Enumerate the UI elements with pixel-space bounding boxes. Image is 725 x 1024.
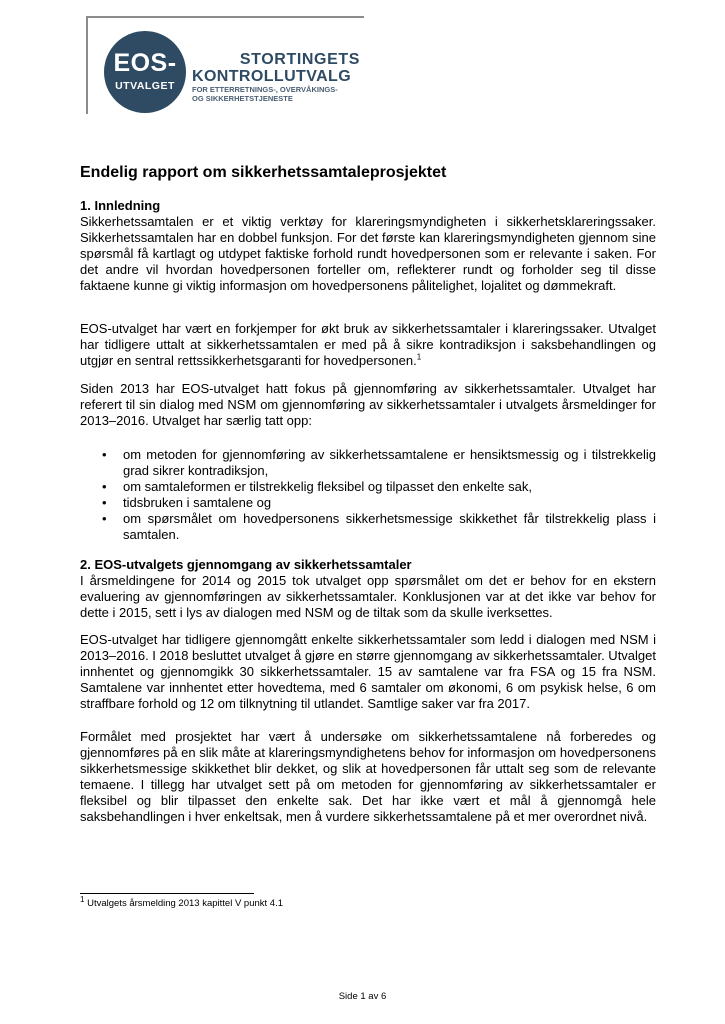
footnote-marker: 1 <box>80 894 85 904</box>
section-2-paragraph-2: EOS-utvalget har tidligere gjennomgått enkelte sikkerhetssamtaler som ledd i dialogen med NSM i 2013–2016. I 2018 besluttet utvalget å gjøre en større gjennomgang av sikkerhetssamtaler. Utvalget innhentet og gjennomgikk 30 sikkerhetssamtaler. 15 av samtalene var fra FSA og 15 fra NSM. Samtalene var innhentet etter hovedtema, med 6 samtaler om økonomi, 6 om psykisk helse, 6 om straffbare forhold og 12 om tilknytning til utlandet. Samtlige saker var fra 2017. <box>80 632 656 711</box>
section-2-heading: 2. EOS-utvalgets gjennomgang av sikkerhetssamtaler <box>80 557 412 572</box>
section-1-paragraph-3-block <box>80 381 656 429</box>
list-item: • om samtaleformen er tilstrekkelig fleksibel og tilpasset den enkelte sak, <box>80 479 656 495</box>
section-1-paragraph-2-block <box>80 321 656 369</box>
logo-line1: STORTINGETS <box>239 51 360 68</box>
section-2 <box>80 557 656 621</box>
page-number: Side 1 av 6 <box>338 991 387 1002</box>
section-1-heading: 1. Innledning <box>80 198 161 213</box>
list-item: • om spørsmålet om hovedpersonens sikkerhetsmessige skikkethet får tilstrekkelig plass i samtalen. <box>80 511 656 543</box>
section-2-paragraph-1: I årsmeldingene for 2014 og 2015 tok utvalget opp spørsmålet om det er behov for en ekstern evaluering av gjennomføringen av sikkerhetssamtaler. Konklusjonen var at det ikke var behov for dette i 2015, sett i lys av dialogen med NSM og de tiltak som da skulle iverksettes. <box>80 573 656 620</box>
footnote-text: Utvalgets årsmelding 2013 kapittel V punkt 4.1 <box>84 898 284 909</box>
list-item: • om metoden for gjennomføring av sikkerhetssamtalene er hensiktsmessig og i tilstrekkelig grad sikrer kontradiksjon, <box>80 447 656 479</box>
list-item: • tidsbruken i samtalene og <box>80 495 656 511</box>
document-title: Endelig rapport om sikkerhetssamtaleprosjektet <box>80 164 447 181</box>
logo <box>86 16 364 114</box>
footnote-divider <box>80 893 254 894</box>
section-2-paragraph-2-block <box>80 632 656 712</box>
section-1-paragraph-2 <box>80 321 656 369</box>
logo-line3: FOR ETTERRETNINGS-, OVERVÅKINGS- <box>192 85 338 94</box>
logo-circle <box>104 31 186 113</box>
footnote <box>80 894 284 909</box>
section-1 <box>80 198 656 294</box>
footnote-reference: 1 <box>416 352 422 362</box>
section-1-paragraph-3: Siden 2013 har EOS-utvalget hatt fokus på gjennomføring av sikkerhetssamtaler. Utvalget har referert til sin dialog med NSM om gjennomføring av sikkerhetssamtaler i utvalgets årsmeldinger for 2013–2016. Utvalget har særlig tatt opp: <box>80 381 656 428</box>
logo-circle-line1: EOS- <box>113 49 177 77</box>
logo-text <box>192 51 360 103</box>
logo-line2: KONTROLLUTVALG <box>192 68 352 85</box>
section-1-paragraph-1: Sikkerhetssamtalen er et viktig verktøy for klareringsmyndigheten i sikkerhetsklareringssaker. Sikkerhetssamtalen har en dobbel funksjon. For det første kan klareringsmyndigheten gjennom sine spørsmål få kartlagt og utdypet faktiske forhold rundt hovedpersonen som er relevante i saken. For det andre vil hvordan hovedpersonen forteller om, reflekterer rundt og forholder seg til disse faktaene kunne gi viktig informasjon om hovedpersonens pålitelighet, lojalitet og dømmekraft. <box>80 214 656 293</box>
section-1-paragraph-2-text: EOS-utvalget har vært en forkjemper for økt bruk av sikkerhetssamtaler i klareringssaker. Utvalget har tidligere uttalt at sikkerhetssamtalen er med på å sikre kontradiksjon i saksbehandlingen og utgjør en sentral rettssikkerhetsgaranti for hovedpersonen. <box>80 321 656 368</box>
bullet-list <box>80 447 656 543</box>
section-2-paragraph-3: Formålet med prosjektet har vært å undersøke om sikkerhetssamtalene nå forberedes og gjennomføres på en slik måte at klareringsmyndighetens behov for informasjon om hovedpersonens sikkerhetsmessige skikkethet blir dekket, og slik at hovedpersonen får uttalt seg som de relevante temaene. I tillegg har utvalget sett på om metoden for gjennomføring av sikkerhetssamtaler er fleksibel og blir tilpasset den enkelte sak. Det har ikke vært et mål å gjennomgå hele saksbehandlingen i hver enkeltsak, men å vurdere sikkerhetssamtalene på et mer overordnet nivå. <box>80 729 656 824</box>
section-2-paragraph-3-block <box>80 729 656 825</box>
logo-circle-line2: UTVALGET <box>115 80 175 92</box>
logo-line4: OG SIKKERHETSTJENESTE <box>192 94 293 103</box>
